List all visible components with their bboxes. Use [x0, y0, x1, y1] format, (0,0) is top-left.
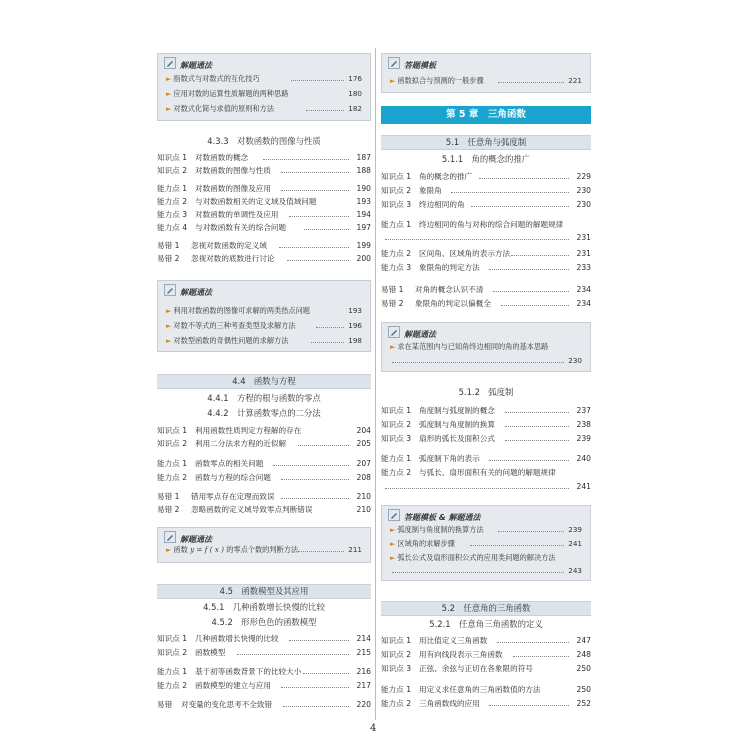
box-item[interactable]: ► 函数 y = f ( x ) 的零点个数的判断方法 211	[166, 543, 362, 557]
toc-row[interactable]: 知识点 1 几种函数增长快慢的比较 214	[157, 634, 371, 643]
toc-row[interactable]: 知识点 1 用比值定义三角函数 247	[381, 636, 591, 645]
toc-row[interactable]: 知识点 1 角的概念的推广 229	[381, 172, 591, 181]
box-item[interactable]: ► 对数型函数的奇偶性问题的求解方法 198	[166, 334, 362, 348]
box-item[interactable]: ► 应用对数的运算性质解题的两种思路 180	[166, 87, 362, 101]
toc-row[interactable]: 知识点 2 弧度制与角度制的换算 238	[381, 420, 591, 429]
section-heading: 5.2 任意角的三角函数	[381, 601, 591, 616]
box-item[interactable]: ► 函数拟合与预测的一般步骤 221	[390, 74, 582, 88]
toc-row[interactable]: 能力点 2 区间角、区域角的表示方法 231	[381, 249, 591, 258]
toc-row[interactable]: 能力点 1 函数零点的相关问题 207	[157, 459, 371, 468]
subsection-heading: 4.5.2 形形色色的函数模型	[211, 617, 317, 627]
toc-row[interactable]: 知识点 1 对数函数的概念 187	[157, 153, 371, 162]
box-heading: 解题通法	[164, 57, 212, 71]
toc-row[interactable]: 能力点 3 对数函数的单调性及应用 194	[157, 210, 371, 219]
toc-row[interactable]: 易错 2 忽视对数的底数进行讨论 200	[157, 254, 371, 263]
toc-row[interactable]: 能力点 2 与对数函数相关的定义域及值域问题 193	[157, 197, 371, 206]
toc-row[interactable]: 知识点 2 利用二分法求方程的近似解 205	[157, 439, 371, 448]
toc-row[interactable]: 知识点 3 扇形的弧长及面积公式 239	[381, 434, 591, 443]
box-item[interactable]: ► 对数式化简与求值的原则和方法 182	[166, 102, 362, 116]
toc-row[interactable]: 能力点 2 与弧长、扇形面积有关的问题的解题规律	[381, 468, 556, 477]
subsection-heading: 4.4.1 方程的根与函数的零点	[207, 393, 321, 403]
box-heading: 答题模板	[388, 57, 436, 71]
toc-row[interactable]: 知识点 2 函数模型 215	[157, 648, 371, 657]
page-number: 4	[370, 723, 377, 734]
pencil-icon	[164, 531, 176, 543]
box-item[interactable]: ► 利用对数函数的图像可求解的两类热点问题 193	[166, 304, 362, 318]
toc-row[interactable]: 能力点 1 终边相同的角与对称的综合问题的解题规律	[381, 220, 564, 229]
box-item[interactable]: ► 对数不等式的三种考查类型及求解方法 196	[166, 319, 362, 333]
toc-row[interactable]: 能力点 4 与对数函数有关的综合问题 197	[157, 223, 371, 232]
pencil-icon	[388, 326, 400, 338]
column-divider	[375, 48, 376, 720]
toc-row[interactable]: 能力点 2 函数与方程的综合问题 208	[157, 473, 371, 482]
subsection-heading: 4.4.2 计算函数零点的二分法	[207, 408, 321, 418]
toc-row[interactable]: 知识点 3 终边相同的角 230	[381, 200, 591, 209]
toc-row[interactable]: 能力点 2 三角函数线的应用 252	[381, 699, 591, 708]
toc-row[interactable]: 知识点 2 象限角 230	[381, 186, 591, 195]
toc-row[interactable]: 能力点 1 弧度制下角的表示 240	[381, 454, 591, 463]
template-box	[381, 53, 591, 93]
pencil-icon	[388, 509, 400, 521]
toc-row[interactable]: 能力点 1 对数函数的图像及应用 190	[157, 184, 371, 193]
method-box	[157, 53, 371, 121]
method-box	[381, 505, 591, 581]
toc-row[interactable]: 易错 2 象限角的判定以偏概全 234	[381, 299, 591, 308]
box-item[interactable]: ► 弧长公式及扇形面积公式的应用类问题的解决方法	[390, 553, 556, 562]
box-item[interactable]: ► 求在某范围内与已知角终边相同的角的基本思路	[390, 342, 549, 351]
box-heading: 解题通法	[164, 531, 212, 545]
toc-row[interactable]: 易错 1 对角的概念认识不清 234	[381, 285, 591, 294]
toc-row[interactable]: 能力点 1 用定义求任意角的三角函数值的方法 250	[381, 685, 591, 694]
toc-row[interactable]: 易错 2 忽略函数的定义域导致零点判断错误 210	[157, 505, 371, 514]
box-item[interactable]: ► 弧度制与角度制的换算方法 239	[390, 523, 582, 537]
box-item-cont: 230	[390, 354, 582, 368]
toc-row[interactable]: 知识点 1 角度制与弧度制的概念 237	[381, 406, 591, 415]
toc-row[interactable]: 知识点 3 正弦、余弦与正切在各象限的符号 250	[381, 664, 591, 673]
toc-row[interactable]: 知识点 1 利用函数性质判定方程解的存在 204	[157, 426, 371, 435]
pencil-icon	[164, 284, 176, 296]
section-heading: 4.3.3 对数函数的图像与性质	[207, 136, 321, 146]
subsection-heading: 5.1.2 弧度制	[458, 387, 514, 397]
box-item-cont: 243	[390, 564, 582, 578]
chapter-banner: 第 5 章 三角函数	[381, 106, 591, 124]
toc-row[interactable]: 能力点 2 函数模型的建立与应用 217	[157, 681, 371, 690]
toc-row-cont: 241	[381, 480, 591, 493]
toc-row[interactable]: 易错 对变量的变化思考不全致错 220	[157, 700, 371, 709]
toc-row[interactable]: 知识点 2 对数函数的图像与性质 188	[157, 166, 371, 175]
box-heading: 解题通法	[388, 326, 436, 340]
toc-row[interactable]: 能力点 3 象限角的判定方法 233	[381, 263, 591, 272]
subsection-heading: 5.2.1 任意角三角函数的定义	[429, 619, 543, 629]
method-box	[381, 322, 591, 372]
box-heading: 解题通法	[164, 284, 212, 298]
toc-row[interactable]: 易错 1 忽视对数函数的定义域 199	[157, 241, 371, 250]
box-item[interactable]: ► 指数式与对数式的互化技巧 176	[166, 72, 362, 86]
toc-row[interactable]: 能力点 1 基于初等函数背景下的比较大小 216	[157, 667, 371, 676]
section-heading: 4.5 函数模型及其应用	[157, 584, 371, 599]
box-heading: 答题模板 & 解题通法	[388, 509, 481, 523]
toc-row[interactable]: 知识点 2 用有向线段表示三角函数 248	[381, 650, 591, 659]
section-heading: 5.1 任意角与弧度制	[381, 135, 591, 150]
subsection-heading: 4.5.1 几种函数增长快慢的比较	[203, 602, 325, 612]
method-box	[157, 280, 371, 352]
pencil-icon	[164, 57, 176, 69]
section-heading: 4.4 函数与方程	[157, 374, 371, 389]
toc-row[interactable]: 易错 1 错用零点存在定理而致误 210	[157, 492, 371, 501]
box-item[interactable]: ► 区域角的求解步骤 241	[390, 537, 582, 551]
pencil-icon	[388, 57, 400, 69]
subsection-heading: 5.1.1 角的概念的推广	[441, 154, 531, 164]
method-box	[157, 527, 371, 563]
toc-row-cont: 231	[381, 231, 591, 244]
